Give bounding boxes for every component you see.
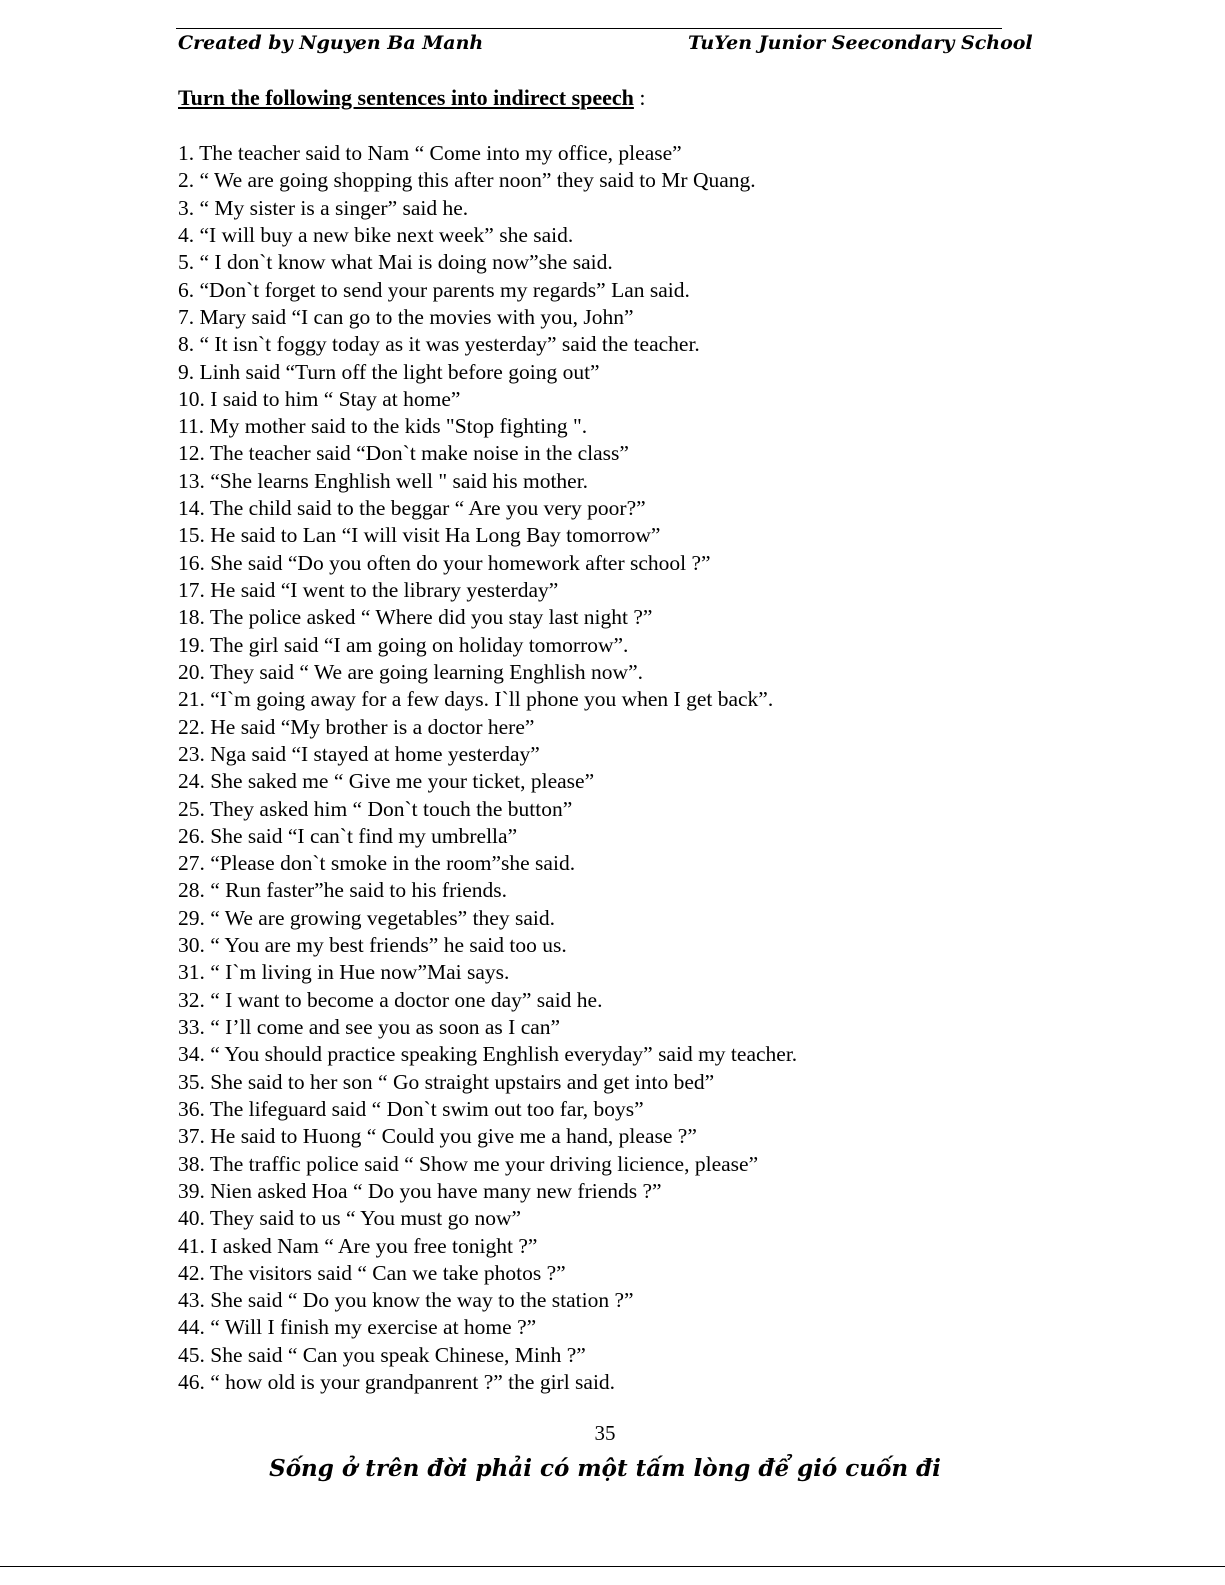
sentence-item: 36. The lifeguard said “ Don`t swim out too far, boys” xyxy=(178,1096,644,1121)
task-title-text: Turn the following sentences into indirect speech xyxy=(178,85,634,110)
sentence-item: 24. She saked me “ Give me your ticket, please” xyxy=(178,769,595,794)
sentence-item: 12. The teacher said “Don`t make noise in the class” xyxy=(178,441,629,466)
sentence-item: 44. “ Will I finish my exercise at home ?” xyxy=(178,1315,537,1340)
sentence-item: 37. He said to Huong “ Could you give me a hand, please ?” xyxy=(178,1124,697,1149)
sentence-list xyxy=(178,140,797,1396)
sentence-item: 8. “ It isn`t foggy today as it was yesterday” said the teacher. xyxy=(178,332,700,357)
sentence-item: 35. She said to her son “ Go straight upstairs and get into bed” xyxy=(178,1069,715,1094)
sentence-item: 7. Mary said “I can go to the movies with you, John” xyxy=(178,304,634,329)
sentence-item: 17. He said “I went to the library yesterday” xyxy=(178,578,559,602)
sentence-item: 41. I asked Nam “ Are you free tonight ?” xyxy=(178,1233,538,1258)
sentence-item: 16. She said “Do you often do your homework after school ?” xyxy=(178,550,711,575)
sentence-item: 32. “ I want to become a doctor one day” said he. xyxy=(178,987,603,1012)
sentence-item: 27. “Please don`t smoke in the room”she said. xyxy=(178,851,576,876)
sentence-item: 43. She said “ Do you know the way to the station ?” xyxy=(178,1288,634,1313)
sentence-item: 6. “Don`t forget to send your parents my regards” Lan said. xyxy=(178,277,690,302)
header-author: Created by Nguyen Ba Manh xyxy=(178,32,484,54)
sentence-item: 40. They said to us “ You must go now” xyxy=(178,1206,522,1231)
sentence-item: 1. The teacher said to Nam “ Come into my office, please” xyxy=(178,141,682,165)
sentence-item: 45. She said “ Can you speak Chinese, Minh ?” xyxy=(178,1342,586,1367)
sentence-item: 30. “ You are my best friends” he said too us. xyxy=(178,933,567,958)
sentence-item: 22. He said “My brother is a doctor here” xyxy=(178,714,535,739)
sentence-item: 31. “ I`m living in Hue now”Mai says. xyxy=(178,960,510,985)
sentence-item: 42. The visitors said “ Can we take photos ?” xyxy=(178,1260,566,1285)
page-number: 35 xyxy=(594,1421,616,1445)
sentence-item: 34. “ You should practice speaking Enghlish everyday” said my teacher. xyxy=(178,1042,798,1067)
sentence-item: 3. “ My sister is a singer” said he. xyxy=(178,195,469,220)
sentence-item: 25. They asked him “ Don`t touch the button” xyxy=(178,796,573,821)
sentence-item: 46. “ how old is your grandpanrent ?” the girl said. xyxy=(178,1370,616,1395)
sentence-item: 39. Nien asked Hoa “ Do you have many new friends ?” xyxy=(178,1178,662,1203)
sentence-item: 20. They said “ We are going learning Enghlish now”. xyxy=(178,659,643,684)
footer-motto: Sống ở trên đời phải có một tấm lòng để gió cuốn đi xyxy=(269,1455,941,1482)
bottom-rule xyxy=(0,1566,1225,1567)
sentence-item: 15. He said to Lan “I will visit Ha Long Bay tomorrow” xyxy=(178,523,661,548)
sentence-item: 4. “I will buy a new bike next week” she said. xyxy=(178,222,574,247)
sentence-item: 18. The police asked “ Where did you stay last night ?” xyxy=(178,605,653,630)
task-title xyxy=(178,85,646,111)
sentence-item: 23. Nga said “I stayed at home yesterday” xyxy=(178,741,540,766)
sentence-item: 28. “ Run faster”he said to his friends. xyxy=(178,878,507,903)
sentence-item: 14. The child said to the beggar “ Are you very poor?” xyxy=(178,496,646,521)
sentence-item: 13. “She learns Enghlish well " said his mother. xyxy=(178,468,589,493)
sentence-item: 9. Linh said “Turn off the light before going out” xyxy=(178,359,600,384)
sentence-item: 29. “ We are growing vegetables” they said. xyxy=(178,905,555,930)
sentence-item: 11. My mother said to the kids "Stop fighting ". xyxy=(178,414,588,439)
sentence-item: 26. She said “I can`t find my umbrella” xyxy=(178,823,518,848)
header-rule xyxy=(176,28,1002,29)
task-title-suffix: : xyxy=(633,85,646,110)
sentence-item: 5. “ I don`t know what Mai is doing now”she said. xyxy=(178,250,613,275)
header-school: TuYen Junior Seecondary School xyxy=(688,32,1033,54)
sentence-item: 21. “I`m going away for a few days. I`ll phone you when I get back”. xyxy=(178,687,774,712)
sentence-item: 33. “ I’ll come and see you as soon as I can” xyxy=(178,1015,561,1039)
sentence-item: 2. “ We are going shopping this after noon” they said to Mr Quang. xyxy=(178,168,756,193)
sentence-item: 38. The traffic police said “ Show me your driving licience, please” xyxy=(178,1151,759,1176)
sentence-item: 10. I said to him “ Stay at home” xyxy=(178,386,461,411)
sentence-item: 19. The girl said “I am going on holiday tomorrow”. xyxy=(178,632,629,657)
